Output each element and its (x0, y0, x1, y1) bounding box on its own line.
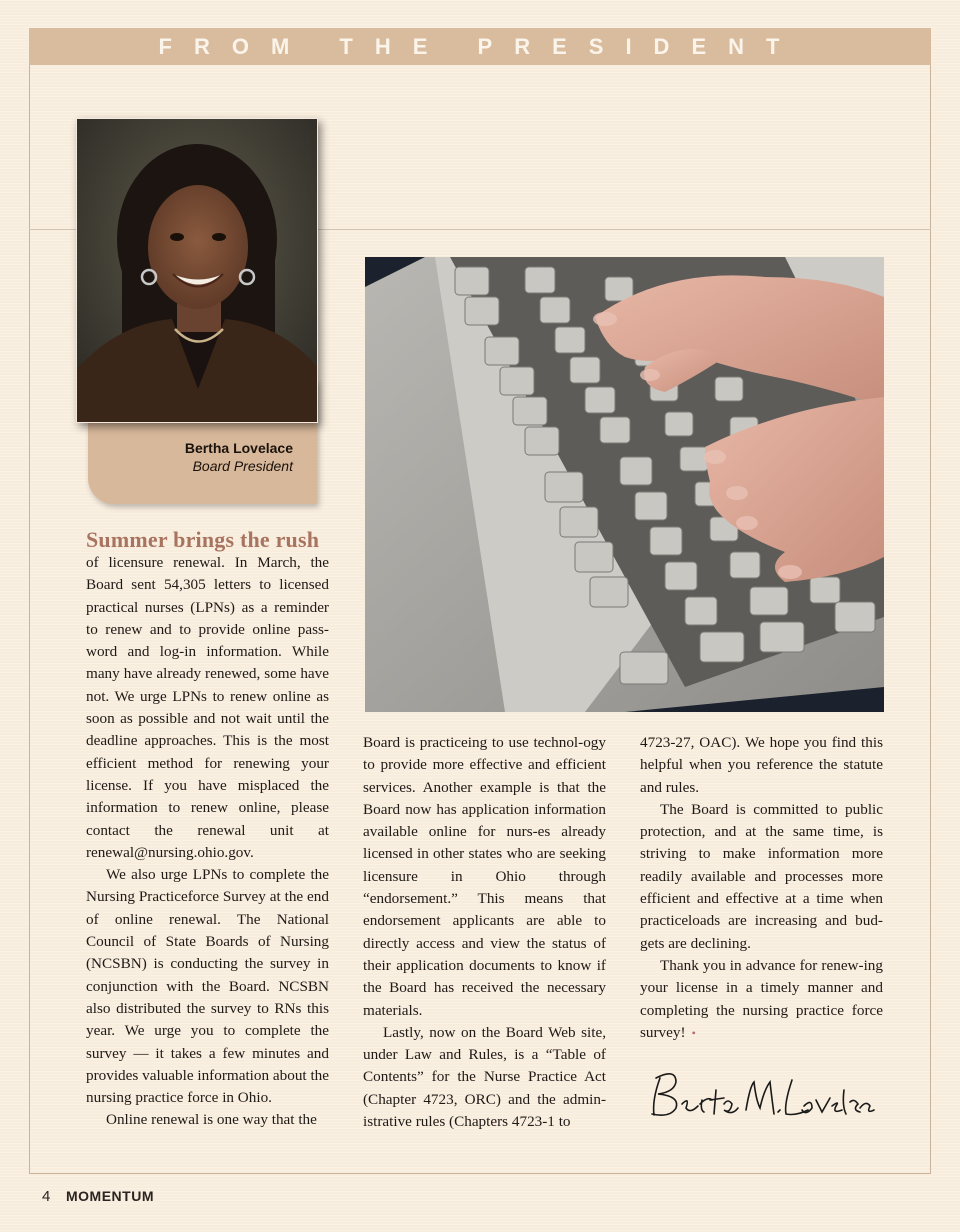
column1-paragraph-2: We also urge LPNs to complete the Nursing Practiceforce Survey at the end of online renewal. The National Council of State Boards of Nursing (NCSBN) is conducting the survey in conjunction with the Board. NCSBN also distributed the survey to RNs this year. We urge you to complete the survey — it takes a few minutes and provides valuable information about the nursing practice force in Ohio. (86, 866, 329, 1107)
end-mark: • (691, 1025, 696, 1040)
president-signature (646, 1060, 876, 1124)
closing-text: Thank you in advance for renew-ing your license in a timely manner and completing the nursing practice force survey! (640, 956, 883, 1041)
article-column-2 (363, 732, 606, 1133)
president-title: Board President (192, 458, 293, 474)
article-column-1 (86, 528, 329, 1132)
page-number: 4 (42, 1188, 51, 1205)
column2-paragraph-2: Lastly, now on the Board Web site, under Law and Rules, is a “Table of Contents” for the Nurse Practice Act (Chapter 4723, ORC) and the admin-istrative rules (Chapters 4723-1 to (363, 1023, 606, 1131)
magazine-name: MOMENTUM (66, 1188, 154, 1204)
president-name: Bertha Lovelace (184, 440, 293, 456)
column3-paragraph-3 (640, 955, 883, 1044)
signature-text: Bertha M. Lovelace (646, 1060, 654, 1061)
keyboard-photo (365, 257, 884, 712)
column3-paragraph-2: The Board is committed to public protection, and at the same time, is striving to make information more readily available and processes more efficient and effective at a time when practiceloads are increasing and bud-gets are declining. (640, 800, 883, 952)
article-column-3 (640, 732, 883, 1044)
president-portrait (76, 118, 318, 423)
column2-paragraph-1: Board is practiceing to use technol-ogy to provide more effective and efficient services. Another example is that the Board now has application information available online for nurs-es already licensed in other states who are seeking licensure in Ohio through “endorsement.” This means that endorsement applicants are able to directly access and view the status of their application documents to know if the Board has received the necessary materials. (363, 734, 606, 1019)
column1-paragraph-1: of licensure renewal. In March, the Board sent 54,305 letters to licensed practical nurses (LPNs) as a reminder to renew and to provide online pass-word and log-in information. While many have already renewed, some have not. We urge LPNs to renew online as soon as possible and not wait until the deadline approaches. This is the most efficient method for renewing your license. If you have misplaced the information to renew online, please contact the renewal unit at renewal@nursing.ohio.gov. (86, 554, 329, 861)
column1-paragraph-3: Online renewal is one way that the (106, 1111, 317, 1129)
section-header (29, 28, 931, 65)
column3-paragraph-1: 4723-27, OAC). We hope you find this helpful when you reference the statute and rules. (640, 734, 883, 796)
section-title: FROM THE PRESIDENT (158, 33, 802, 59)
article-headline: Summer brings the rush (86, 527, 320, 552)
